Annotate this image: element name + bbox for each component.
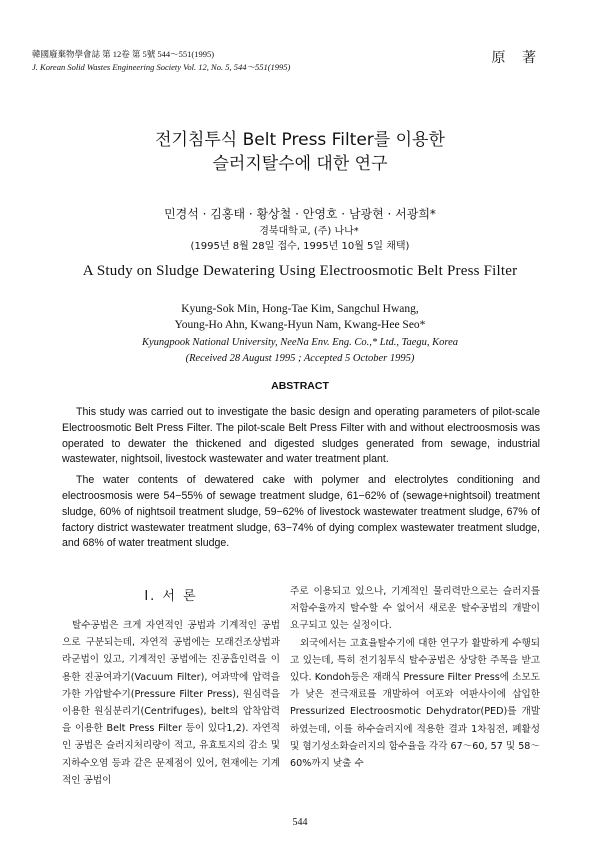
english-authors-line2: Young-Ho Ahn, Kwang-Hyun Nam, Kwang-Hee Seo* xyxy=(174,319,426,331)
intro-paragraph-right-1: 주로 이용되고 있으나, 기계적인 물리력만으로는 슬러지를 저함수율까지 탈수할 수 없어서 새로운 탈수공법의 개발이 요구되고 있는 실정이다. xyxy=(290,586,540,632)
article-type-label: 原 著 xyxy=(491,50,542,66)
english-dates: (Received 28 August 1995 ; Accepted 5 October 1995) xyxy=(185,353,415,364)
journal-header xyxy=(32,48,290,74)
abstract-body xyxy=(62,405,540,557)
english-title: A Study on Sludge Dewatering Using Electroosmotic Belt Press Filter xyxy=(82,263,518,279)
english-authors xyxy=(0,301,600,333)
abstract-heading: ABSTRACT xyxy=(271,380,329,392)
korean-title-line1: 전기침투식 Belt Press Filter를 이용한 xyxy=(155,130,445,150)
intro-paragraph-right-2: 외국에서는 고효율탈수기에 대한 연구가 활발하게 수행되고 있는데, 특히 전기침투식 탈수공법은 상당한 주목을 받고 있다. Kondoh등은 재래식 Pressure Filter Press에 소모도가 낮은 전극재료를 개발하여 여포와 여판사이에 삽입한 Pressurized Electroosmotic Dehydrator(PED)를 개발하였는데, 이를 하수슬러지에 적용한 결과 1차침전, 폐활성 및 혐기성소화슬러지의 함수율을 각각 67～60, 57 및 58～60%까지 낮출 수 xyxy=(290,637,540,770)
english-affiliation: Kyungpook National University, NeeNa Env. Eng. Co.,* Ltd., Taegu, Korea xyxy=(141,337,459,348)
abstract-paragraph-1: This study was carried out to investigate the basic design and operating parameters of pilot-scale Electroosmotic Belt Press Filter. The pilot-scale Belt Press Filter with and without electroosmosis was operated to dewater the thickened and digested sludges generated from sewage, industrial wastewater, nightsoil, livestock wastewater and water treatment plant. xyxy=(62,406,540,466)
english-authors-line1: Kyung-Sok Min, Hong-Tae Kim, Sangchul Hwang, xyxy=(181,303,419,315)
intro-paragraph-left: 탈수공법은 크게 자연적인 공법과 기계적인 공법으로 구분되는데, 자연적 공법에는 모래건조상법과 라군법이 있고, 기계적인 공법에는 진공흡인력을 이용한 진공여과기(Vacuum Filter), 여과막에 압력을 가한 가압탈수기(Pressure Filter Press), 원심력을 이용한 원심분리기(Centrifuges), belt의 압착압력을 이용한 Belt Press Filter 등이 있다1,2). 자연적인 공법은 슬러지처리량이 적고, 유효토지의 감소 및 지하수오염 등과 같은 문제점이 있어, 현재에는 기계적인 공법이 xyxy=(62,620,280,786)
korean-title xyxy=(0,128,600,176)
korean-affiliation: 경북대학교, (주) 나나* xyxy=(259,226,359,237)
section-title-introduction: Ⅰ. 서 론 xyxy=(144,589,198,604)
abstract-paragraph-2: The water contents of dewatered cake with polymer and electrolytes conditioning and electroosmosis were 54−55% of sewage treatment sludge, 61−62% of (sewage+nightsoil) treatment sludge, 60% of nightsoil treatment sludge, 59−62% of livestock wastewater treatment sludge, 67% of factory district wastewater treatment sludge, 63−74% of dying complex wastewater treatment sludge, and 68% of water treatment sludge. xyxy=(62,474,540,550)
korean-authors: 민경석 · 김홍태 · 황상철 · 안영호 · 남광현 · 서광희* xyxy=(164,207,436,221)
korean-title-line2: 슬러지탈수에 대한 연구 xyxy=(212,154,388,174)
journal-citation-korean: 韓國廢棄物學會誌 第 12卷 第 5號 544～551(1995) xyxy=(32,49,215,59)
korean-dates: (1995년 8월 28일 접수, 1995년 10월 5일 채택) xyxy=(190,241,410,252)
page-number: 544 xyxy=(292,817,308,828)
left-column xyxy=(62,617,280,789)
journal-citation-english: J. Korean Solid Wastes Engineering Society Vol. 12, No. 5, 544～551(1995) xyxy=(32,62,291,72)
right-column xyxy=(290,583,540,772)
